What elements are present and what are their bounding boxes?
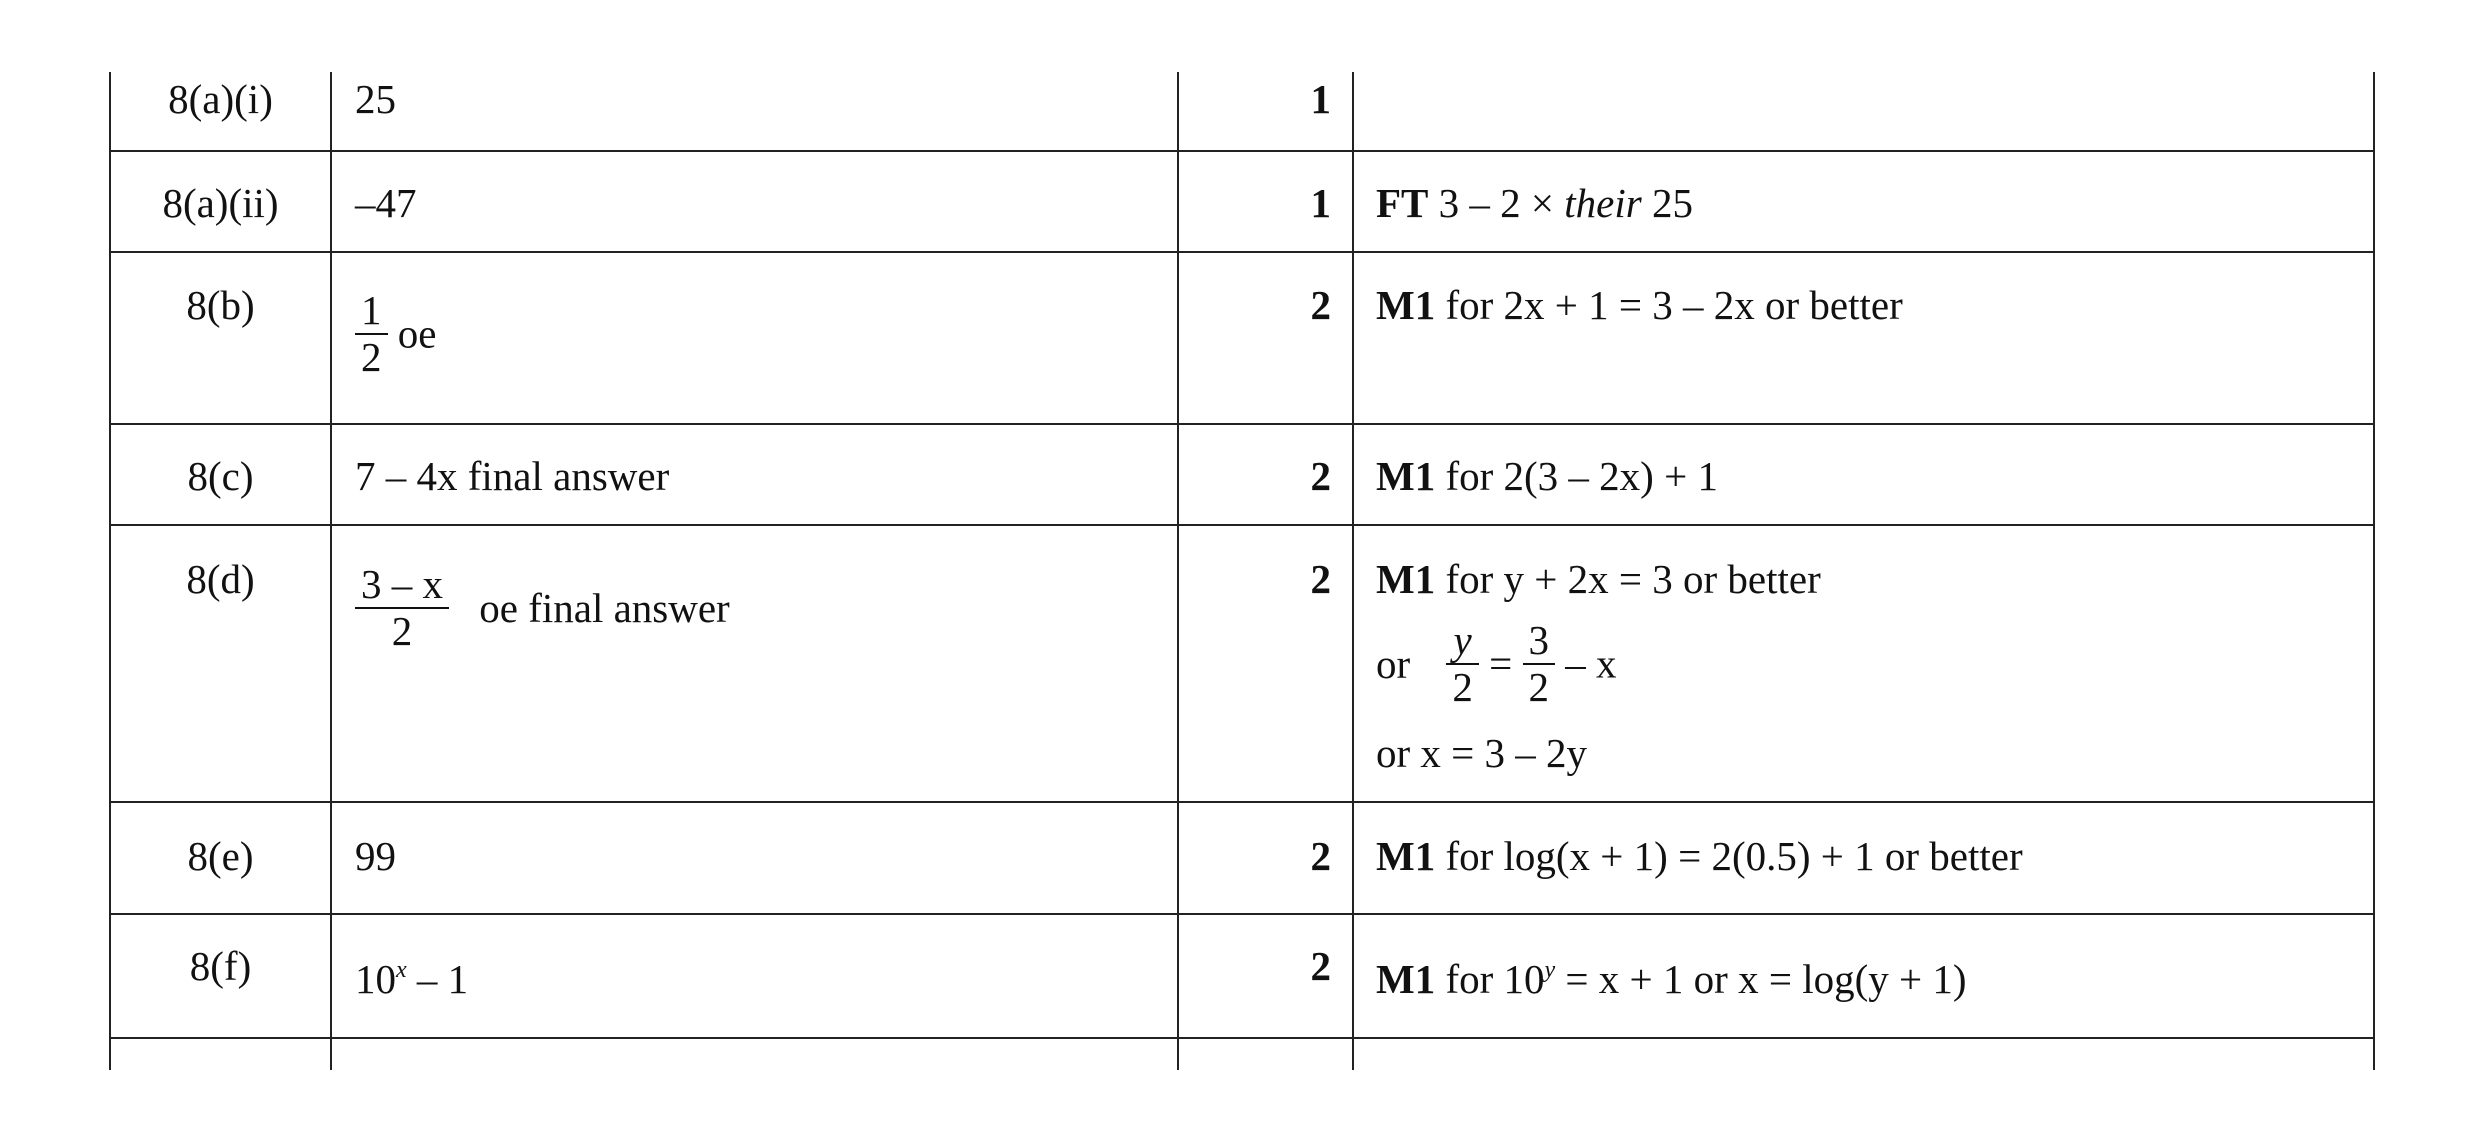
row-divider: [109, 423, 2375, 425]
row-divider: [109, 150, 2375, 152]
question-number: 8(b): [186, 282, 255, 328]
guidance: M1 for $10^y = x + 1$ or x = log(y + 1): [1376, 956, 1967, 1002]
answer: 10$^x$ – 1: [355, 956, 469, 1002]
row-divider: [109, 524, 2375, 526]
marks: 2: [1310, 282, 1331, 328]
answer-fraction: $\frac{3 - x}{2}$: [355, 562, 449, 654]
guidance: M1 for 2x + 1 = 3 – 2x or better: [1376, 282, 1903, 328]
guidance: FT 3 – 2 × their 25: [1376, 180, 1693, 226]
table-divider: [330, 72, 332, 1070]
answer: $\frac{3 - x}{2}$ oe final answer: [355, 562, 730, 654]
answer-fraction: $\frac{1}{2}$: [355, 288, 388, 380]
table-border: [2373, 72, 2375, 1070]
answer: 7 – 4x final answer: [355, 453, 670, 499]
marks: 1: [1310, 180, 1331, 226]
question-number: 8(d): [186, 556, 255, 602]
question-number: 8(f): [189, 943, 252, 989]
row-divider: [109, 801, 2375, 803]
question-number: 8(a)(i): [168, 76, 273, 122]
question-number: 8(a)(ii): [162, 180, 279, 226]
guidance-alt-2: or x = 3 – 2y: [1376, 730, 1588, 776]
question-number: 8(c): [187, 453, 254, 499]
guidance: M1 for log(x + 1) = 2(0.5) + 1 or better: [1376, 833, 2023, 879]
row-divider: [109, 251, 2375, 253]
question-number: 8(e): [187, 833, 254, 879]
row-divider: [109, 913, 2375, 915]
guidance: M1 for 2(3 – 2x) + 1: [1376, 453, 1718, 499]
guidance: M1 for y + 2x = 3 or better: [1376, 556, 1821, 602]
marks: 1: [1310, 76, 1331, 122]
row-divider: [109, 1037, 2375, 1039]
marks: 2: [1310, 833, 1331, 879]
table-divider: [1352, 72, 1354, 1070]
marks: 2: [1310, 453, 1331, 499]
guidance-code: FT: [1376, 180, 1429, 226]
answer: –47: [355, 180, 417, 226]
marks: 2: [1310, 556, 1331, 602]
answer: $\frac{1}{2}$ oe: [355, 288, 436, 380]
guidance-alt-1: or $\frac{y}{2}$ = $\frac{3}{2}$ – x: [1376, 617, 1617, 711]
marks: 2: [1310, 943, 1331, 989]
answer: 99: [355, 833, 396, 879]
answer: 25: [355, 76, 396, 122]
